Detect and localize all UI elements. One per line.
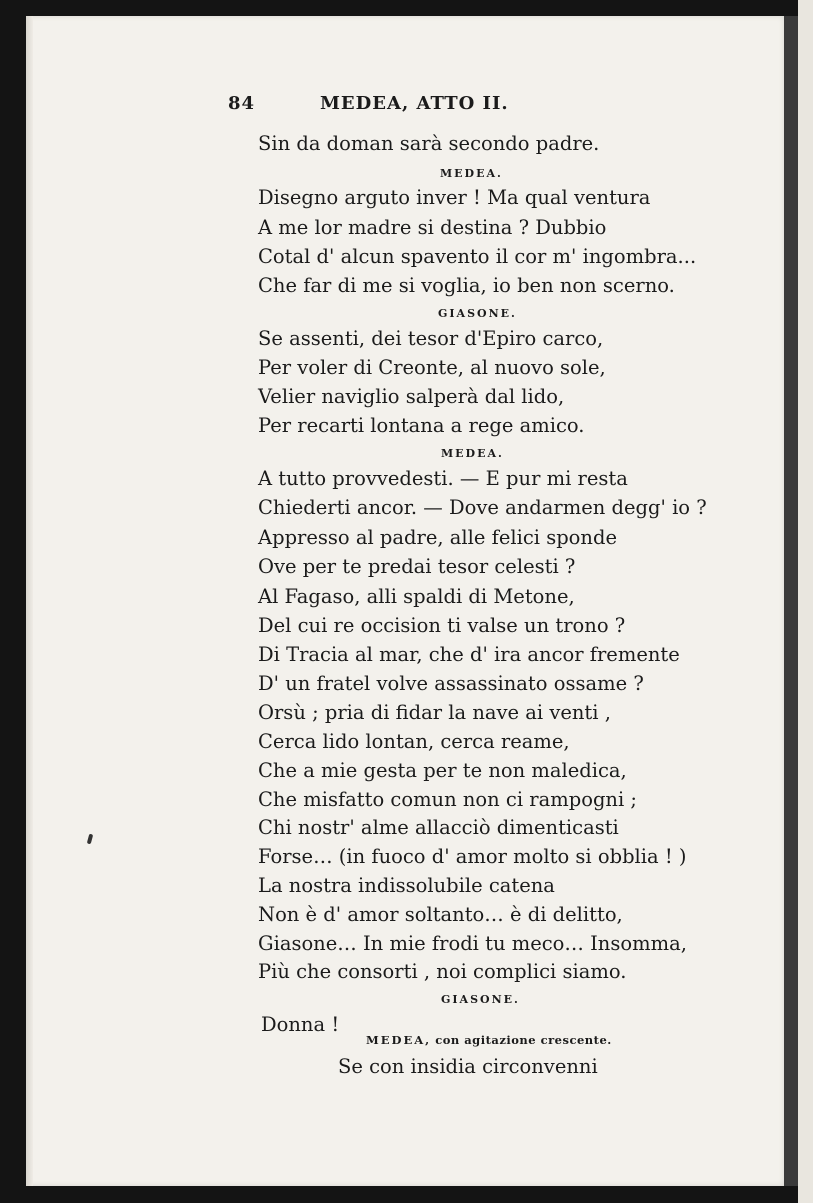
verse-line: A me lor madre si destina ? Dubbio [258, 216, 607, 239]
verse-line: D' un fratel volve assassinato ossame ? [258, 672, 644, 695]
speaker-label: MEDEA. [440, 167, 503, 180]
facing-page-edge [798, 0, 813, 1203]
verse-line: Forse… (in fuoco d' amor molto si obblia ! ) [258, 845, 687, 868]
verse-line: Appresso al padre, alle felici sponde [258, 526, 618, 549]
speaker-label: GIASONE. [441, 993, 520, 1006]
verse-line: Che far di me si voglia, io ben non scerno. [258, 274, 675, 297]
verse-line: Orsù ; pria di fidar la nave ai venti , [258, 701, 611, 724]
speaker-label: MEDEA. [441, 447, 504, 460]
running-title: MEDEA, ATTO II. [320, 93, 509, 114]
verse-line: Per recarti lontana a rege amico. [258, 414, 585, 437]
verse-line: Cerca lido lontan, cerca reame, [258, 730, 570, 753]
speaker-direction [366, 1033, 612, 1047]
verse-line: Cotal d' alcun spavento il cor m' ingombra... [258, 245, 697, 268]
verse-line: Donna ! [261, 1013, 340, 1036]
verse-line: Che a mie gesta per te non maledica, [258, 759, 627, 782]
verse-line: La nostra indissolubile catena [258, 874, 555, 897]
verse-line: Ove per te predai tesor celesti ? [258, 555, 576, 578]
book-gutter [784, 16, 798, 1186]
verse-line: Sin da doman sarà secondo padre. [258, 132, 600, 155]
page-number: 84 [228, 93, 256, 114]
verse-line: Se assenti, dei tesor d'Epiro carco, [258, 327, 604, 350]
verse-line: Chi nostr' alme allacciò dimenticasti [258, 816, 619, 839]
verse-line: Di Tracia al mar, che d' ira ancor fremente [258, 643, 680, 666]
speaker-label: GIASONE. [438, 307, 517, 320]
verse-line: Giasone… In mie frodi tu meco… Insomma, [258, 932, 687, 955]
verse-line: Al Fagaso, alli spaldi di Metone, [258, 585, 575, 608]
page-left-edge [26, 16, 33, 1186]
verse-line: Se con insidia circonvenni [338, 1055, 598, 1078]
stage-direction: con agitazione crescente. [435, 1033, 612, 1047]
verse-line: Del cui re occision ti valse un trono ? [258, 614, 626, 637]
verse-line: Non è d' amor soltanto… è di delitto, [258, 903, 623, 926]
verse-line: Chiederti ancor. — Dove andarmen degg' io ? [258, 496, 707, 519]
verse-line: Che misfatto comun non ci rampogni ; [258, 788, 637, 811]
verse-line: Disegno arguto inver ! Ma qual ventura [258, 186, 651, 209]
verse-line: Per voler di Creonte, al nuovo sole, [258, 356, 606, 379]
verse-line: Velier naviglio salperà dal lido, [258, 385, 565, 408]
verse-line: A tutto provvedesti. — E pur mi resta [258, 467, 628, 490]
verse-line: Più che consorti , noi complici siamo. [258, 960, 627, 983]
speaker-name: MEDEA, [366, 1033, 432, 1047]
